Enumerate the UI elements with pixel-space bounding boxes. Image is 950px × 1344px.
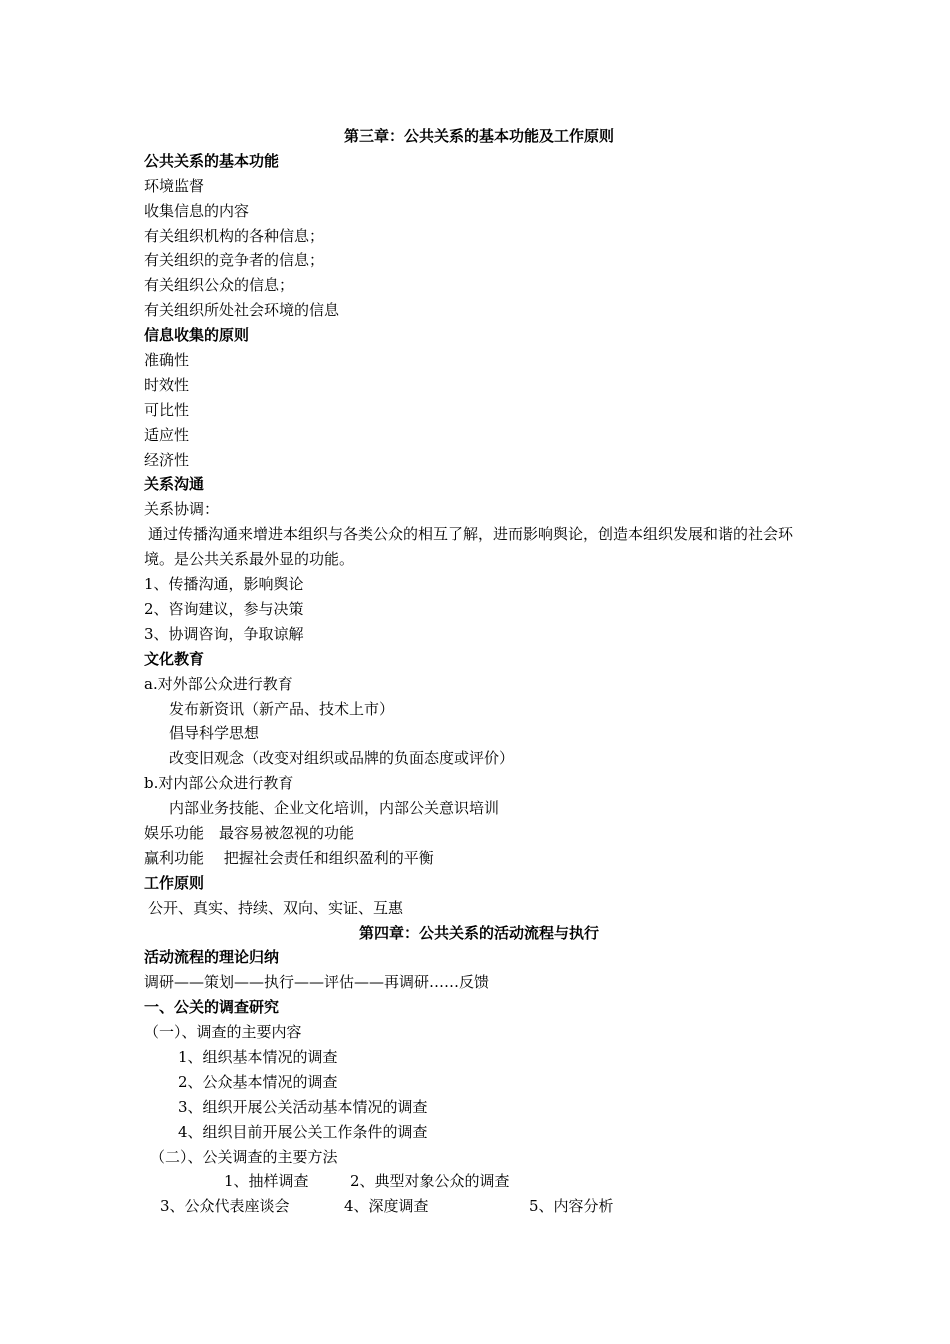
list-item: 3、协调咨询，争取谅解 (144, 624, 304, 643)
list-item: 内部业务技能、企业文化培训，内部公关意识培训 (169, 799, 500, 818)
work-principles-text: 公开、真实、持续、双向、实证、互惠 (148, 898, 404, 917)
basic-functions-heading: 公共关系的基本功能 (144, 151, 280, 170)
profit-function: 赢利功能 把握社会责任和组织盈利的平衡 (144, 848, 434, 867)
list-item: 4、组织目前开展公关工作条件的调查 (178, 1122, 428, 1141)
contents-heading: （一）、调查的主要内容 (144, 1023, 302, 1042)
list-item: 1、组织基本情况的调查 (178, 1047, 338, 1066)
method-item: 5、内容分析 (529, 1197, 614, 1216)
work-principles-heading: 工作原则 (144, 873, 205, 892)
list-item: 有关组织所处社会环境的信息 (144, 301, 340, 320)
list-item: 发布新资讯（新产品、技术上市） (169, 699, 395, 718)
chapter4-title: 第四章：公共关系的活动流程与执行 (358, 923, 599, 942)
list-item: 可比性 (144, 400, 190, 419)
research-heading: 一、公关的调查研究 (144, 998, 280, 1017)
list-item: 改变旧观念（改变对组织或品牌的负面态度或评价） (169, 749, 515, 768)
list-item: 有关组织的竞争者的信息； (144, 251, 325, 270)
list-item: 3、组织开展公关活动基本情况的调查 (178, 1097, 428, 1116)
method-item: 3、公众代表座谈会 (160, 1197, 290, 1216)
entertainment-function: 娱乐功能 最容易被忽视的功能 (144, 823, 355, 842)
methods-heading: （二）、公关调查的主要方法 (150, 1147, 338, 1166)
education-internal: b.对内部公众进行教育 (144, 774, 294, 793)
method-item: 1、抽样调查 (224, 1172, 309, 1191)
relations-paragraph: 通过传播沟通来增进本组织与各类公众的相互了解，进而影响舆论，创造本组织发展和谐的社会环境。是公共关系最外显的功能。 (144, 525, 794, 569)
education-external: a.对外部公众进行教育 (144, 674, 293, 693)
env-monitoring: 环境监督 (144, 176, 205, 195)
methods-row-2 (144, 1194, 814, 1219)
flow-heading: 活动流程的理论归纳 (144, 948, 280, 967)
education-heading: 文化教育 (144, 649, 205, 668)
method-item: 4、深度调查 (344, 1197, 429, 1216)
list-item: 有关组织公众的信息； (144, 276, 295, 295)
list-item: 准确性 (144, 351, 190, 370)
list-item: 适应性 (144, 425, 190, 444)
list-item: 2、咨询建议，参与决策 (144, 599, 304, 618)
list-item: 经济性 (144, 450, 190, 469)
list-item: 1、传播沟通，影响舆论 (144, 575, 304, 594)
list-item: 倡导科学思想 (169, 724, 260, 743)
relations-sub: 关系协调： (144, 500, 220, 519)
flow-text: 调研——策划——执行——评估——再调研……反馈 (144, 973, 490, 992)
method-item: 2、典型对象公众的调查 (350, 1172, 510, 1191)
list-item: 时效性 (144, 375, 190, 394)
document-body (144, 124, 814, 1219)
chapter3-title: 第三章：公共关系的基本功能及工作原则 (343, 127, 614, 145)
principles-heading: 信息收集的原则 (144, 326, 250, 345)
list-item: 有关组织机构的各种信息； (144, 226, 325, 245)
methods-row-1 (144, 1169, 814, 1194)
collect-content: 收集信息的内容 (144, 201, 250, 220)
list-item: 2、公众基本情况的调查 (178, 1072, 338, 1091)
relations-heading: 关系沟通 (144, 475, 205, 494)
